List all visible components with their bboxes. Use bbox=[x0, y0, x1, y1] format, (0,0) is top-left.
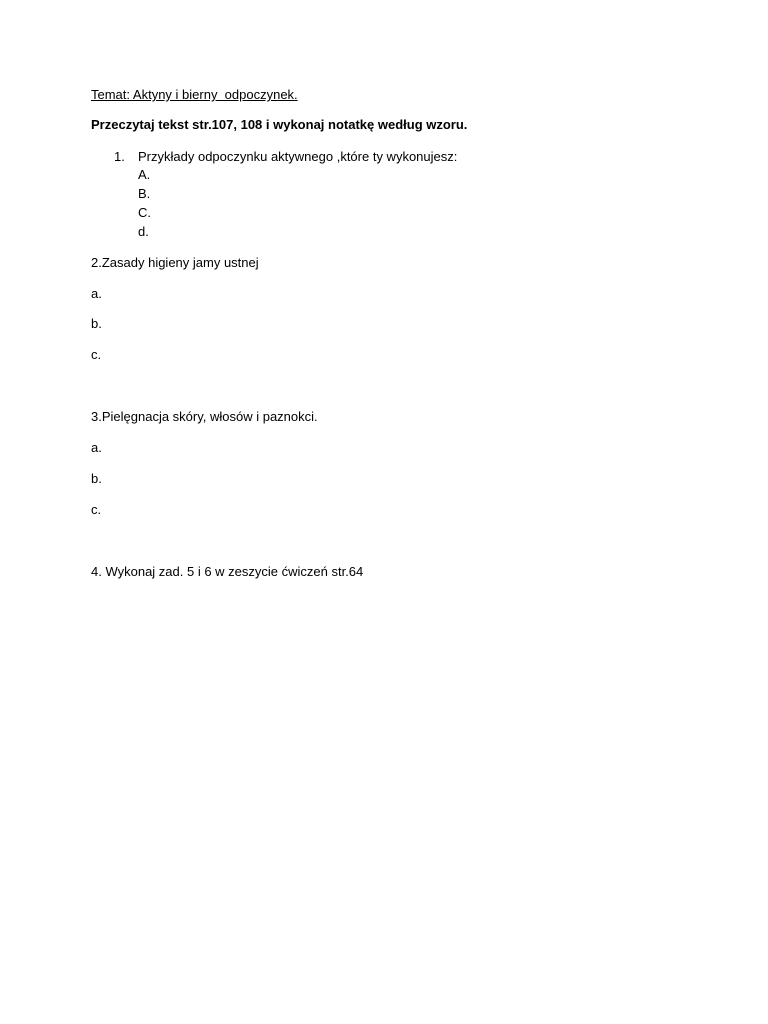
section2-heading: 2.Zasady higieny jamy ustnej bbox=[91, 255, 259, 270]
section2-item: c. bbox=[91, 347, 102, 362]
section1-heading: Przykłady odpoczynku aktywnego ,które ty wykonujesz: bbox=[138, 149, 458, 164]
section2-item: a. bbox=[91, 286, 102, 301]
section3-item: c. bbox=[91, 502, 102, 517]
section1-item: C. bbox=[138, 205, 151, 220]
section1-number: 1. bbox=[114, 149, 125, 164]
section3-heading: 3.Pielęgnacja skóry, włosów i paznokci. bbox=[91, 409, 318, 424]
section3-item: b. bbox=[91, 471, 102, 486]
section2-item: b. bbox=[91, 316, 102, 331]
instruction-text: Przeczytaj tekst str.107, 108 i wykonaj notatkę według wzoru. bbox=[91, 117, 468, 132]
section1-item: B. bbox=[138, 186, 151, 201]
section4-heading: 4. Wykonaj zad. 5 i 6 w zeszycie ćwiczeń str.64 bbox=[91, 564, 364, 579]
section1-item: d. bbox=[138, 224, 149, 239]
document-title: Temat: Aktyny i bierny odpoczynek. bbox=[91, 87, 298, 102]
section1-item: A. bbox=[138, 167, 151, 182]
section3-item: a. bbox=[91, 440, 102, 455]
